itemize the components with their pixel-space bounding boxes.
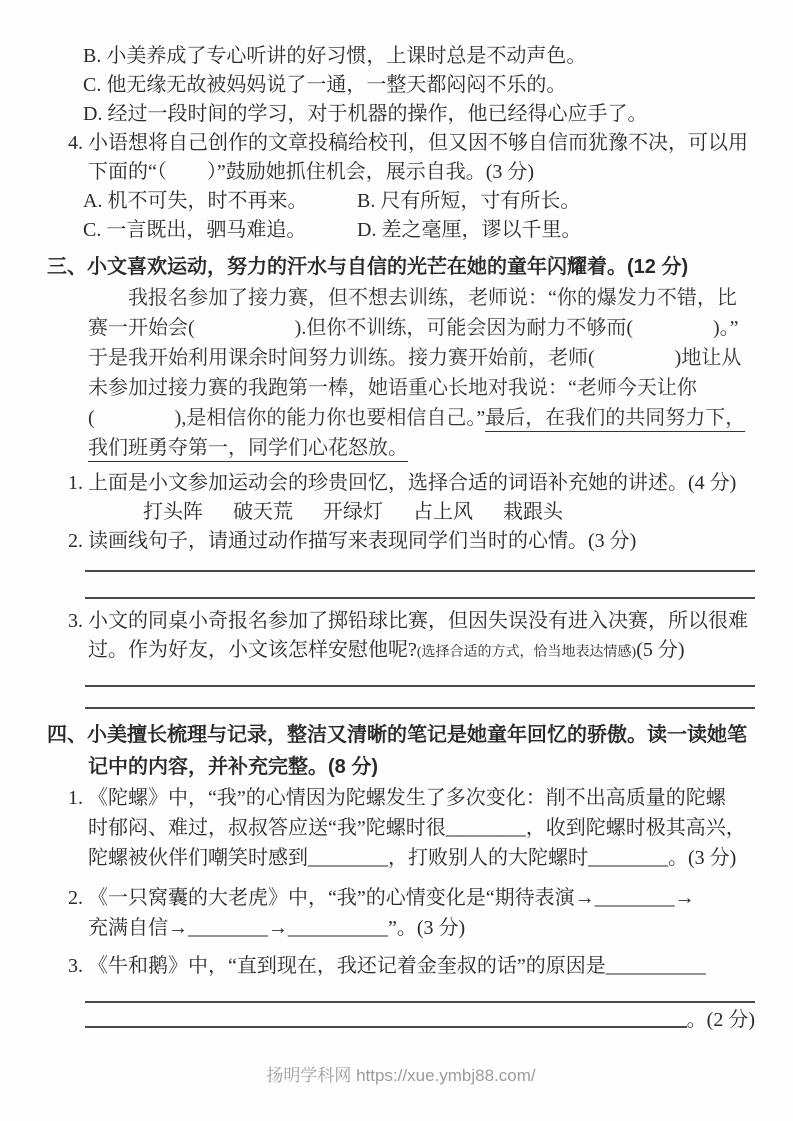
passage-line-1: 我报名参加了接力赛，但不想去训练，老师说：“你的爆发力不错，比 (128, 287, 737, 309)
answer-line (85, 687, 755, 709)
passage-line-3: 于是我开始利用课余时间努力训练。接力赛开始前，老师( )地让从 (88, 347, 742, 369)
section-4-question-1-line2: 时郁闷、难过，叔叔答应送“我”陀螺时很________，收到陀螺时极其高兴， (88, 817, 746, 839)
question-4-options-row2 (47, 216, 755, 245)
answer-line (85, 556, 755, 572)
section-3-passage (47, 283, 755, 463)
section-4-question-3 (47, 951, 755, 981)
answer-line-with-score (85, 1003, 755, 1035)
option-line-c: C. 他无缘无故被妈妈说了一通，一整天都闷闷不乐的。 (83, 74, 567, 96)
option-c: C. 一言既出，驷马难追。 (83, 219, 307, 241)
answer-line (85, 981, 755, 1003)
section-4-heading-line1: 四、小美擅长梳理与记录，整洁又清晰的笔记是她童年回忆的骄傲。读一读她笔 (47, 724, 747, 746)
passage-underlined-segment-1: 最后，在我们的共同努力下， (485, 407, 745, 432)
question-3-score: 。(2 分) (686, 1009, 755, 1031)
option-line-d: D. 经过一段时间的学习，对于机器的操作，他已经得心应手了。 (83, 103, 648, 125)
answer-line (85, 667, 755, 687)
option-b: B. 尺有所短，寸有所长。 (357, 190, 581, 212)
word-bank-item: 栽跟头 (503, 501, 563, 523)
question-4-text-line1: 4. 小语想将自己创作的文章投稿给校刊，但又因不够自信而犹豫不决，可以用 (68, 132, 748, 154)
section-4-question-1-line1: 1. 《陀螺》中，“我”的心情因为陀螺发生了多次变化：削不出高质量的陀螺 (68, 787, 726, 809)
footer-watermark: 扬明学科网 https://xue.ymbj88.com/ (266, 1066, 536, 1085)
answer-line (85, 1026, 687, 1028)
question-4-text-line2: 下面的“（ ）”鼓励她抓住机会，展示自我。(3 分) (88, 161, 535, 183)
word-bank-item: 占上风 (413, 501, 473, 523)
section-3-heading: 三、小文喜欢运动，努力的汗水与自信的光芒在她的童年闪耀着。(12 分) (47, 256, 689, 278)
passage-line-4: 未参加过接力赛的我跑第一棒，她语重心长地对我说：“老师今天让你 (88, 377, 697, 399)
section-3-question-3-line1: 3. 小文的同桌小奇报名参加了掷铅球比赛，但因失误没有进入决赛，所以很难 (68, 610, 748, 632)
section-3-question-3 (47, 607, 755, 667)
question-3-hint-note: (选择合适的方式，恰当地表达情感) (416, 645, 637, 660)
section-3-question-1: 1. 上面是小文参加运动会的珍贵回忆，选择合适的词语补充她的讲述。(4 分) (68, 472, 737, 494)
word-bank-item: 破天荒 (233, 501, 293, 523)
question-3-score: (5 分) (636, 639, 685, 661)
section-4-question-1 (47, 783, 755, 873)
passage-underlined-segment-2: 我们班勇夺第一，同学们心花怒放。 (88, 437, 408, 462)
section-4-question-2 (47, 883, 755, 943)
option-a: A. 机不可失，时不再来。 (83, 190, 308, 212)
question-4 (47, 129, 755, 245)
passage-line-5 (47, 403, 755, 433)
answer-line (85, 572, 755, 599)
passage-line-5-normal: ( ),是相信你的能力你也要相信自己。” (88, 407, 486, 429)
word-bank-item: 开绿灯 (323, 501, 383, 523)
option-line-b: B. 小美养成了专心听讲的好习惯，上课时总是不动声色。 (83, 45, 587, 67)
question-3-text: 过。作为好友，小文该怎样安慰他呢? (88, 639, 417, 661)
word-bank-item: 打头阵 (143, 501, 203, 523)
passage-line-6 (47, 433, 755, 463)
question-4-options-row1 (47, 187, 755, 216)
section-4-question-1-line3: 陀螺被伙伴们嘲笑时感到________，打败别人的大陀螺时________。(3 分) (88, 847, 737, 869)
section-4-heading-line2: 记中的内容，并补充完整。(8 分) (88, 756, 378, 778)
section-4-question-2-line1: 2. 《一只窝囊的大老虎》中，“我”的心情变化是“期待表演→________→ (68, 887, 695, 909)
section-4-question-3-line1: 3. 《牛和鹅》中，“直到现在，我还记着金奎叔的话”的原因是__________ (68, 955, 706, 977)
section-4-heading (47, 719, 755, 783)
section-4-question-2-line2: 充满自信→________→__________”。(3 分) (88, 917, 466, 939)
option-d: D. 差之毫厘，谬以千里。 (357, 219, 582, 241)
section-3-question-3-line2 (47, 636, 755, 667)
word-bank (47, 498, 755, 527)
passage-line-2: 赛一开始会( ).但你不训练，可能会因为耐力不够而( )。” (88, 317, 739, 339)
section-3-question-2: 2. 读画线句子，请通过动作描写来表现同学们当时的心情。(3 分) (68, 530, 637, 552)
